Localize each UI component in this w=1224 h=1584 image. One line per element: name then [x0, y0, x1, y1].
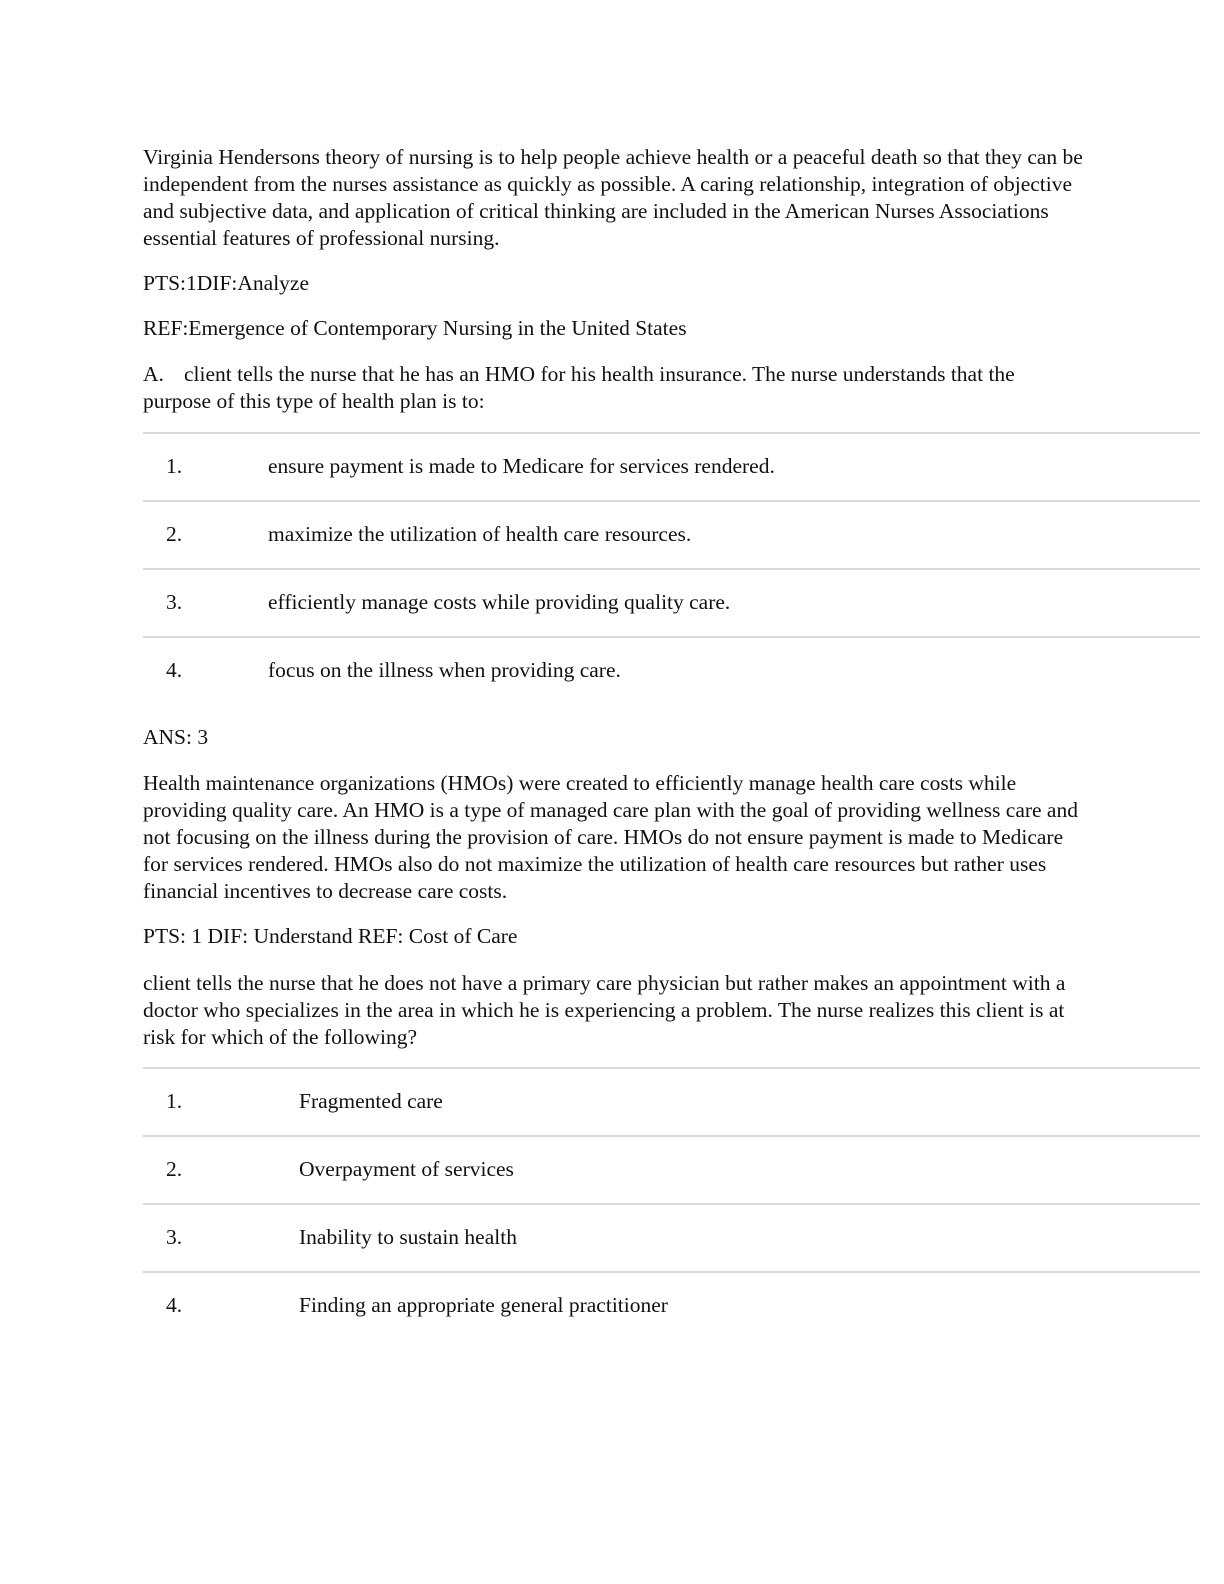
- option-number: 4.: [166, 658, 183, 682]
- q1-option-row: [143, 638, 1200, 704]
- option-number: 1.: [166, 1089, 183, 1113]
- option-text: focus on the illness when providing care.: [268, 658, 621, 682]
- option-text: ensure payment is made to Medicare for services rendered.: [268, 454, 775, 478]
- q2-option-row: [143, 1205, 1200, 1273]
- option-text: efficiently manage costs while providing quality care.: [268, 590, 731, 614]
- q1-option-row: [143, 502, 1200, 570]
- intro-paragraph: Virginia Hendersons theory of nursing is to help people achieve health or a peaceful death so that they can be independent from the nurses assistance as quickly as possible. A caring relationship, integration of objective and subjective data, and application of critical thinking are included in the American Nurses Associations essential features of professional nursing.: [143, 145, 1083, 250]
- option-text: Finding an appropriate general practitioner: [299, 1293, 668, 1317]
- q0-pts-dif: PTS:1DIF:Analyze: [143, 271, 310, 295]
- option-text: Inability to sustain health: [299, 1225, 517, 1249]
- q1-option-row: [143, 570, 1200, 638]
- option-number: 2.: [166, 522, 183, 546]
- q2-option-row: [143, 1137, 1200, 1205]
- q1-meta: PTS: 1 DIF: Understand REF: Cost of Care: [143, 924, 518, 948]
- q2-stem: client tells the nurse that he does not have a primary care physician but rather makes an appointment with a doctor who specializes in the area in which he is experiencing a problem. The nurse realizes this client is at risk for which of the following?: [143, 971, 1066, 1049]
- q1-answer: ANS: 3: [143, 725, 209, 749]
- q1-stem-text: client tells the nurse that he has an HMO for his health insurance. The nurse understands that the purpose of this type of health plan is to:: [143, 362, 1015, 413]
- option-number: 3.: [166, 1225, 183, 1249]
- option-text: Overpayment of services: [299, 1157, 514, 1181]
- option-number: 3.: [166, 590, 183, 614]
- option-number: 2.: [166, 1157, 183, 1181]
- q2-options-table: [143, 1067, 1200, 1339]
- option-text: Fragmented care: [299, 1089, 443, 1113]
- option-number: 1.: [166, 454, 183, 478]
- q2-option-row: [143, 1273, 1200, 1339]
- q1-rationale: Health maintenance organizations (HMOs) were created to efficiently manage health care costs while providing quality care. An HMO is a type of managed care plan with the goal of providing wellness care and not focusing on the illness during the provision of care. HMOs do not ensure payment is made to Medicare for services rendered. HMOs also do not maximize the utilization of health care resources but rather uses financial incentives to decrease care costs.: [143, 771, 1078, 903]
- q1-options-table: [143, 432, 1200, 704]
- q2-option-row: [143, 1069, 1200, 1137]
- option-text: maximize the utilization of health care resources.: [268, 522, 692, 546]
- option-number: 4.: [166, 1293, 183, 1317]
- q0-ref: REF:Emergence of Contemporary Nursing in the United States: [143, 316, 687, 340]
- q1-stem: [143, 361, 1083, 415]
- q1-option-row: [143, 434, 1200, 502]
- q1-letter: A.: [143, 362, 164, 386]
